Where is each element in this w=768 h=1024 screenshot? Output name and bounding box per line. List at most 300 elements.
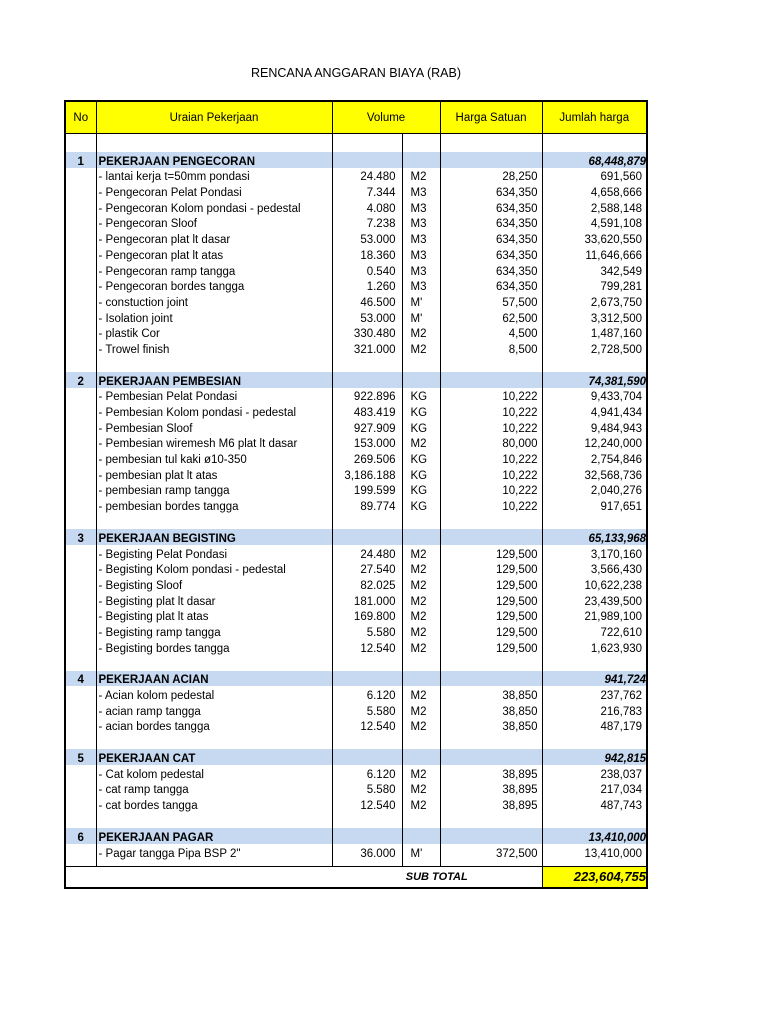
- section-price-cell: [440, 372, 542, 388]
- table-row: [65, 183, 647, 199]
- item-description: - Pengecoran bordes tangga: [96, 278, 332, 294]
- item-description: - Begisting bordes tangga: [96, 639, 332, 655]
- item-no-cell: [65, 419, 96, 435]
- item-unit: KG: [402, 466, 440, 482]
- spacer-cell: [402, 655, 440, 671]
- item-unit: M3: [402, 199, 440, 215]
- spacer-cell: [65, 733, 96, 749]
- spacer-cell: [402, 733, 440, 749]
- spacer-cell: [96, 812, 332, 828]
- item-total: 13,410,000: [542, 844, 647, 860]
- item-volume: 18.360: [332, 246, 402, 262]
- item-total: 216,783: [542, 702, 647, 718]
- item-unit: KG: [402, 388, 440, 404]
- table-row: [65, 246, 647, 262]
- item-unit: M2: [402, 592, 440, 608]
- item-unit: M2: [402, 435, 440, 451]
- section-row: [65, 152, 647, 168]
- section-number: 1: [65, 152, 96, 168]
- item-total: 2,728,500: [542, 340, 647, 356]
- item-volume: 27.540: [332, 561, 402, 577]
- table-row: [65, 718, 647, 734]
- item-no-cell: [65, 309, 96, 325]
- item-no-cell: [65, 183, 96, 199]
- item-no-cell: [65, 246, 96, 262]
- spacer-cell: [332, 356, 402, 372]
- item-volume: 7.344: [332, 183, 402, 199]
- section-row: [65, 529, 647, 545]
- item-description: - Begisting ramp tangga: [96, 623, 332, 639]
- item-no-cell: [65, 403, 96, 419]
- spacer-cell: [332, 812, 402, 828]
- table-row: [65, 230, 647, 246]
- item-description: - pembesian bordes tangga: [96, 497, 332, 513]
- item-description: - Pengecoran plat lt dasar: [96, 230, 332, 246]
- item-volume: 12.540: [332, 796, 402, 812]
- item-total: 238,037: [542, 765, 647, 781]
- spacer-cell: [332, 134, 402, 153]
- item-total: 2,040,276: [542, 482, 647, 498]
- section-price-cell: [440, 152, 542, 168]
- section-spacer: [65, 733, 647, 749]
- item-no-cell: [65, 639, 96, 655]
- item-unit: M': [402, 293, 440, 309]
- item-unit: M2: [402, 796, 440, 812]
- item-total: 2,588,148: [542, 199, 647, 215]
- item-unit: M3: [402, 183, 440, 199]
- item-description: - Pagar tangga Pipa BSP 2": [96, 844, 332, 860]
- item-total: 33,620,550: [542, 230, 647, 246]
- header-total: Jumlah harga: [542, 101, 647, 134]
- spacer-cell: [332, 655, 402, 671]
- item-unit: KG: [402, 403, 440, 419]
- header-volume: Volume: [332, 101, 440, 134]
- table-row: [65, 623, 647, 639]
- spacer-cell: [402, 356, 440, 372]
- table-row: [65, 482, 647, 498]
- item-description: - pembesian plat lt atas: [96, 466, 332, 482]
- item-no-cell: [65, 718, 96, 734]
- item-total: 3,312,500: [542, 309, 647, 325]
- spacer-cell: [440, 134, 542, 153]
- section-name: PEKERJAAN PENGECORAN: [96, 152, 332, 168]
- section-spacer: [65, 655, 647, 671]
- item-total: 799,281: [542, 278, 647, 294]
- section-number: 2: [65, 372, 96, 388]
- item-total: 10,622,238: [542, 576, 647, 592]
- section-volume-cell: [332, 372, 402, 388]
- item-no-cell: [65, 435, 96, 451]
- section-row: [65, 828, 647, 844]
- item-unit-price: 62,500: [440, 309, 542, 325]
- item-total: 23,439,500: [542, 592, 647, 608]
- item-unit-price: 129,500: [440, 639, 542, 655]
- item-total: 217,034: [542, 781, 647, 797]
- item-total: 722,610: [542, 623, 647, 639]
- table-body: [65, 134, 647, 860]
- item-description: - acian bordes tangga: [96, 718, 332, 734]
- table-row: [65, 608, 647, 624]
- item-volume: 7.238: [332, 215, 402, 231]
- spacer-cell: [96, 733, 332, 749]
- item-unit-price: 10,222: [440, 450, 542, 466]
- spacer-cell: [440, 356, 542, 372]
- subtotal-row: [65, 866, 647, 888]
- item-description: - lantai kerja t=50mm pondasi: [96, 168, 332, 184]
- item-description: - acian ramp tangga: [96, 702, 332, 718]
- spacer-cell: [96, 655, 332, 671]
- item-total: 487,743: [542, 796, 647, 812]
- item-total: 1,623,930: [542, 639, 647, 655]
- item-description: - Pengecoran ramp tangga: [96, 262, 332, 278]
- section-spacer: [65, 812, 647, 828]
- section-number: 4: [65, 671, 96, 687]
- item-volume: 5.580: [332, 623, 402, 639]
- item-unit-price: 129,500: [440, 608, 542, 624]
- table-row: [65, 215, 647, 231]
- item-unit-price: 10,222: [440, 497, 542, 513]
- section-number: 5: [65, 749, 96, 765]
- spacer-cell: [440, 655, 542, 671]
- item-total: 12,240,000: [542, 435, 647, 451]
- section-unit-cell: [402, 152, 440, 168]
- section-volume-cell: [332, 671, 402, 687]
- item-no-cell: [65, 592, 96, 608]
- item-no-cell: [65, 608, 96, 624]
- item-no-cell: [65, 686, 96, 702]
- item-unit-price: 38,895: [440, 796, 542, 812]
- item-unit: M': [402, 844, 440, 860]
- section-volume-cell: [332, 529, 402, 545]
- item-volume: 5.580: [332, 781, 402, 797]
- item-unit: M2: [402, 718, 440, 734]
- item-description: - Isolation joint: [96, 309, 332, 325]
- item-total: 2,754,846: [542, 450, 647, 466]
- item-no-cell: [65, 623, 96, 639]
- spacer-cell: [96, 134, 332, 153]
- item-total: 2,673,750: [542, 293, 647, 309]
- section-unit-cell: [402, 749, 440, 765]
- spacer-cell: [542, 356, 647, 372]
- item-no-cell: [65, 466, 96, 482]
- table-row: [65, 199, 647, 215]
- table-row: [65, 561, 647, 577]
- item-description: - cat ramp tangga: [96, 781, 332, 797]
- item-no-cell: [65, 388, 96, 404]
- spacer-cell: [65, 655, 96, 671]
- table-row: [65, 309, 647, 325]
- item-description: - Begisting Sloof: [96, 576, 332, 592]
- item-no-cell: [65, 230, 96, 246]
- section-name: PEKERJAAN PAGAR: [96, 828, 332, 844]
- table-row: [65, 497, 647, 513]
- item-unit-price: 38,895: [440, 765, 542, 781]
- item-no-cell: [65, 168, 96, 184]
- table-row: [65, 325, 647, 341]
- spacer-cell: [542, 812, 647, 828]
- item-no-cell: [65, 702, 96, 718]
- item-unit: M': [402, 309, 440, 325]
- item-volume: 321.000: [332, 340, 402, 356]
- spacer-cell: [65, 812, 96, 828]
- item-unit-price: 10,222: [440, 388, 542, 404]
- item-unit: M3: [402, 278, 440, 294]
- item-unit-price: 10,222: [440, 419, 542, 435]
- section-price-cell: [440, 671, 542, 687]
- section-unit-cell: [402, 529, 440, 545]
- item-unit-price: 634,350: [440, 262, 542, 278]
- item-unit: M2: [402, 765, 440, 781]
- item-description: - pembesian ramp tangga: [96, 482, 332, 498]
- item-total: 9,484,943: [542, 419, 647, 435]
- spacer-cell: [65, 356, 96, 372]
- item-unit-price: 129,500: [440, 592, 542, 608]
- section-name: PEKERJAAN PEMBESIAN: [96, 372, 332, 388]
- item-total: 487,179: [542, 718, 647, 734]
- spacer-cell: [96, 513, 332, 529]
- spacer-cell: [402, 513, 440, 529]
- section-row: [65, 749, 647, 765]
- item-unit-price: 129,500: [440, 561, 542, 577]
- item-no-cell: [65, 497, 96, 513]
- item-volume: 169.800: [332, 608, 402, 624]
- table-row: [65, 592, 647, 608]
- item-total: 3,170,160: [542, 545, 647, 561]
- table-row: [65, 781, 647, 797]
- item-no-cell: [65, 278, 96, 294]
- item-unit-price: 129,500: [440, 623, 542, 639]
- item-description: - Begisting Kolom pondasi - pedestal: [96, 561, 332, 577]
- item-total: 917,651: [542, 497, 647, 513]
- item-total: 4,941,434: [542, 403, 647, 419]
- item-total: 4,658,666: [542, 183, 647, 199]
- table-row: [65, 545, 647, 561]
- item-unit: M2: [402, 561, 440, 577]
- section-unit-cell: [402, 828, 440, 844]
- item-unit: M2: [402, 781, 440, 797]
- item-volume: 153.000: [332, 435, 402, 451]
- item-total: 21,989,100: [542, 608, 647, 624]
- item-volume: 89.774: [332, 497, 402, 513]
- item-description: - Trowel finish: [96, 340, 332, 356]
- item-unit: M2: [402, 325, 440, 341]
- section-total: 942,815: [542, 749, 647, 765]
- item-description: - cat bordes tangga: [96, 796, 332, 812]
- item-description: - Pembesian Sloof: [96, 419, 332, 435]
- item-description: - Cat kolom pedestal: [96, 765, 332, 781]
- item-volume: 12.540: [332, 639, 402, 655]
- item-unit-price: 28,250: [440, 168, 542, 184]
- section-volume-cell: [332, 749, 402, 765]
- item-volume: 36.000: [332, 844, 402, 860]
- item-description: - Pengecoran plat lt atas: [96, 246, 332, 262]
- table-row: [65, 168, 647, 184]
- spacer-cell: [440, 513, 542, 529]
- table-row: [65, 765, 647, 781]
- item-total: 3,566,430: [542, 561, 647, 577]
- table-row: [65, 403, 647, 419]
- item-volume: 53.000: [332, 309, 402, 325]
- rab-table: [64, 100, 648, 889]
- spacer-cell: [65, 134, 96, 153]
- item-unit: M2: [402, 340, 440, 356]
- item-unit-price: 372,500: [440, 844, 542, 860]
- table-row: [65, 639, 647, 655]
- item-unit-price: 80,000: [440, 435, 542, 451]
- item-volume: 181.000: [332, 592, 402, 608]
- section-number: 3: [65, 529, 96, 545]
- section-row: [65, 671, 647, 687]
- item-unit-price: 129,500: [440, 576, 542, 592]
- table-row: [65, 466, 647, 482]
- spacer-cell: [332, 513, 402, 529]
- spacer-cell: [542, 513, 647, 529]
- item-volume: 922.896: [332, 388, 402, 404]
- table-row: [65, 576, 647, 592]
- section-unit-cell: [402, 372, 440, 388]
- item-unit-price: 634,350: [440, 199, 542, 215]
- document-title: RENCANA ANGGARAN BIAYA (RAB): [250, 66, 461, 80]
- header-unit-price: Harga Satuan: [440, 101, 542, 134]
- item-unit: KG: [402, 482, 440, 498]
- item-volume: 0.540: [332, 262, 402, 278]
- item-unit-price: 57,500: [440, 293, 542, 309]
- spacer-cell: [402, 134, 440, 153]
- spacer-cell: [542, 134, 647, 153]
- item-no-cell: [65, 325, 96, 341]
- item-no-cell: [65, 844, 96, 860]
- section-name: PEKERJAAN ACIAN: [96, 671, 332, 687]
- item-unit-price: 634,350: [440, 183, 542, 199]
- table-row: [65, 388, 647, 404]
- spacer-cell: [65, 513, 96, 529]
- item-unit-price: 129,500: [440, 545, 542, 561]
- table-row: [65, 340, 647, 356]
- table-row: [65, 278, 647, 294]
- section-spacer: [65, 513, 647, 529]
- item-volume: 269.506: [332, 450, 402, 466]
- item-volume: 5.580: [332, 702, 402, 718]
- item-description: - constuction joint: [96, 293, 332, 309]
- item-total: 4,591,108: [542, 215, 647, 231]
- section-unit-cell: [402, 671, 440, 687]
- item-unit: M3: [402, 262, 440, 278]
- item-no-cell: [65, 262, 96, 278]
- item-unit-price: 38,850: [440, 702, 542, 718]
- item-unit-price: 38,850: [440, 718, 542, 734]
- header-no: No: [65, 101, 96, 134]
- item-description: - Pembesian Kolom pondasi - pedestal: [96, 403, 332, 419]
- item-no-cell: [65, 215, 96, 231]
- section-total: 65,133,968: [542, 529, 647, 545]
- item-volume: 927.909: [332, 419, 402, 435]
- item-description: - plastik Cor: [96, 325, 332, 341]
- item-no-cell: [65, 340, 96, 356]
- item-volume: 12.540: [332, 718, 402, 734]
- section-name: PEKERJAAN BEGISTING: [96, 529, 332, 545]
- section-spacer: [65, 356, 647, 372]
- subtotal-value: 223,604,755: [542, 866, 647, 888]
- item-volume: 24.480: [332, 545, 402, 561]
- item-unit-price: 38,850: [440, 686, 542, 702]
- item-volume: 6.120: [332, 765, 402, 781]
- item-volume: 483.419: [332, 403, 402, 419]
- item-description: - Begisting plat lt dasar: [96, 592, 332, 608]
- section-total: 74,381,590: [542, 372, 647, 388]
- item-unit: M3: [402, 230, 440, 246]
- spacer-cell: [96, 356, 332, 372]
- item-no-cell: [65, 781, 96, 797]
- item-volume: 3,186.188: [332, 466, 402, 482]
- table-row: [65, 686, 647, 702]
- section-volume-cell: [332, 152, 402, 168]
- item-description: - Acian kolom pedestal: [96, 686, 332, 702]
- table-row: [65, 796, 647, 812]
- item-unit: M2: [402, 608, 440, 624]
- item-volume: 4.080: [332, 199, 402, 215]
- item-total: 691,560: [542, 168, 647, 184]
- item-volume: 199.599: [332, 482, 402, 498]
- item-no-cell: [65, 561, 96, 577]
- item-description: - Begisting plat lt atas: [96, 608, 332, 624]
- item-total: 1,487,160: [542, 325, 647, 341]
- item-description: - pembesian tul kaki ø10-350: [96, 450, 332, 466]
- table-row: [65, 419, 647, 435]
- section-name: PEKERJAAN CAT: [96, 749, 332, 765]
- item-no-cell: [65, 293, 96, 309]
- item-unit-price: 4,500: [440, 325, 542, 341]
- item-unit-price: 634,350: [440, 246, 542, 262]
- item-no-cell: [65, 796, 96, 812]
- item-volume: 6.120: [332, 686, 402, 702]
- item-no-cell: [65, 199, 96, 215]
- item-volume: 82.025: [332, 576, 402, 592]
- item-unit: KG: [402, 497, 440, 513]
- subtotal-label: SUB TOTAL: [332, 866, 542, 888]
- section-row: [65, 372, 647, 388]
- item-description: - Pembesian wiremesh M6 plat lt dasar: [96, 435, 332, 451]
- table-header-row: [65, 101, 647, 134]
- spacer-cell: [440, 733, 542, 749]
- item-unit-price: 634,350: [440, 215, 542, 231]
- item-no-cell: [65, 765, 96, 781]
- item-volume: 46.500: [332, 293, 402, 309]
- item-unit: M2: [402, 686, 440, 702]
- item-description: - Pengecoran Pelat Pondasi: [96, 183, 332, 199]
- item-total: 342,549: [542, 262, 647, 278]
- item-unit: M2: [402, 702, 440, 718]
- item-total: 11,646,666: [542, 246, 647, 262]
- table-row: [65, 435, 647, 451]
- item-unit-price: 634,350: [440, 278, 542, 294]
- item-no-cell: [65, 450, 96, 466]
- item-unit: KG: [402, 450, 440, 466]
- item-unit-price: 10,222: [440, 466, 542, 482]
- item-unit: M3: [402, 246, 440, 262]
- item-unit: M2: [402, 639, 440, 655]
- item-total: 237,762: [542, 686, 647, 702]
- table-row: [65, 450, 647, 466]
- item-volume: 1.260: [332, 278, 402, 294]
- section-price-cell: [440, 529, 542, 545]
- item-total: 32,568,736: [542, 466, 647, 482]
- item-description: - Pembesian Pelat Pondasi: [96, 388, 332, 404]
- header-description: Uraian Pekerjaan: [96, 101, 332, 134]
- item-volume: 330.480: [332, 325, 402, 341]
- item-unit-price: 634,350: [440, 230, 542, 246]
- item-unit: M3: [402, 215, 440, 231]
- section-number: 6: [65, 828, 96, 844]
